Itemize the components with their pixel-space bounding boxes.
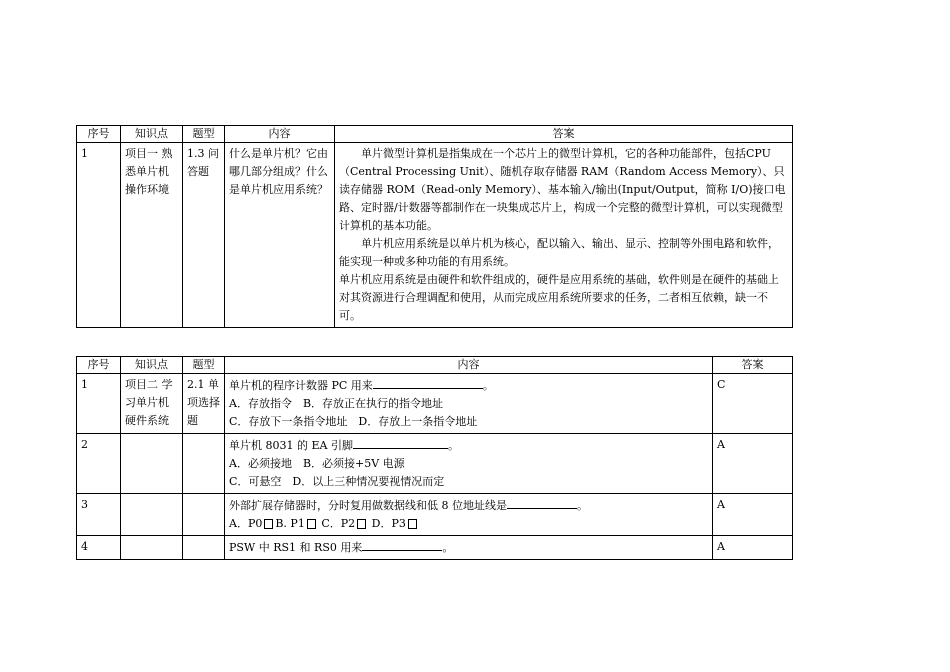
cell-topic: 项目一 熟悉单片机操作环境 [121,143,183,328]
header-no: 序号 [77,357,121,374]
header-answer: 答案 [335,126,793,143]
cell-content [225,374,713,434]
cell-topic [121,434,183,494]
answer-blank [373,376,483,389]
cell-type [183,434,225,494]
cell-no: 4 [77,536,121,560]
cell-no: 2 [77,434,121,494]
cell-type [183,494,225,536]
header-content: 内容 [225,357,713,374]
cell-no: 1 [77,374,121,434]
checkbox-icon [357,519,366,529]
cell-answer [335,143,793,328]
cell-answer: A [713,536,793,560]
table-2 [76,356,793,560]
header-topic: 知识点 [121,357,183,374]
table-row [77,434,793,494]
checkbox-icon [408,519,417,529]
checkbox-icon [307,519,316,529]
table-1 [76,125,793,328]
answer-blank [362,538,442,551]
option-c: C．P2 [321,517,356,530]
cell-content [225,536,713,560]
table-row [77,536,793,560]
header-no: 序号 [77,126,121,143]
option-d: D．P3 [371,517,406,530]
cell-topic [121,494,183,536]
cell-type: 2.1 单项选择题 [183,374,225,434]
question-end: 。 [482,379,494,392]
cell-content [225,434,713,494]
cell-topic [121,536,183,560]
answer-blank [353,436,448,449]
answer-paragraph-1: 单片微型计算机是指集成在一个芯片上的微型计算机，它的各种功能部件，包括CPU（Central Processing Unit）、随机存取存储器 RAM（Random Access Memory）、只读存储器 ROM（Read-only Memory）、基本输入/输出(Input/Output，简称 I/O)接口电路、定时器/计数器等都制作在一块集成芯片上，构成一个完整的微型计算机，可以实现微型计算机的基本功能。 [339,147,786,232]
option-line-1: A．存放指令 B．存放正在执行的指令地址 [229,397,444,410]
header-type: 题型 [183,357,225,374]
option-line-1: A．必须接地 B．必须接+5V 电源 [229,457,405,470]
question-line [229,436,708,455]
header-answer: 答案 [713,357,793,374]
option-line-2: C．可悬空 D．以上三种情况要视情况而定 [229,475,445,488]
cell-content [225,494,713,536]
table-row [77,374,793,434]
header-topic: 知识点 [121,126,183,143]
answer-paragraph-3: 单片机应用系统是由硬件和软件组成的，硬件是应用系统的基础，软件则是在硬件的基础上对其资源进行合理调配和使用，从而完成应用系统所要求的任务，二者相互依赖，缺一不可。 [339,273,779,322]
answer-paragraph-2: 单片机应用系统是以单片机为核心，配以输入、输出、显示、控制等外围电路和软件，能实现一种或多种功能的有用系统。 [339,237,779,268]
question-line [229,496,708,515]
cell-type: 1.3 问答题 [183,143,225,328]
cell-answer: C [713,374,793,434]
question-end: 。 [447,439,459,452]
cell-answer: A [713,494,793,536]
question-text: 外部扩展存储器时，分时复用做数据线和低 8 位地址线是 [229,499,507,512]
option-line-2: C．存放下一条指令地址 D．存放上一条指令地址 [229,415,478,428]
table-row [77,494,793,536]
table-header-row [77,357,793,374]
cell-answer: A [713,434,793,494]
cell-content: 什么是单片机？它由哪几部分组成？什么是单片机应用系统？ [225,143,335,328]
cell-type [183,536,225,560]
table-row [77,143,793,328]
question-end: 。 [442,541,454,554]
checkbox-icon [264,519,273,529]
cell-no: 1 [77,143,121,328]
header-type: 题型 [183,126,225,143]
question-end: 。 [577,499,588,512]
question-line [229,538,708,557]
answer-blank [507,496,577,509]
option-a: A．P0 [229,517,263,530]
table-header-row [77,126,793,143]
cell-no: 3 [77,494,121,536]
header-content: 内容 [225,126,335,143]
option-b: B. P1 [275,517,305,530]
option-line [229,515,708,533]
question-text: PSW 中 RS1 和 RS0 用来 [229,541,363,554]
question-text: 单片机 8031 的 EA 引脚 [229,439,353,452]
question-line [229,376,708,395]
question-text: 单片机的程序计数器 PC 用来 [229,379,373,392]
cell-topic: 项目二 学习单片机硬件系统 [121,374,183,434]
